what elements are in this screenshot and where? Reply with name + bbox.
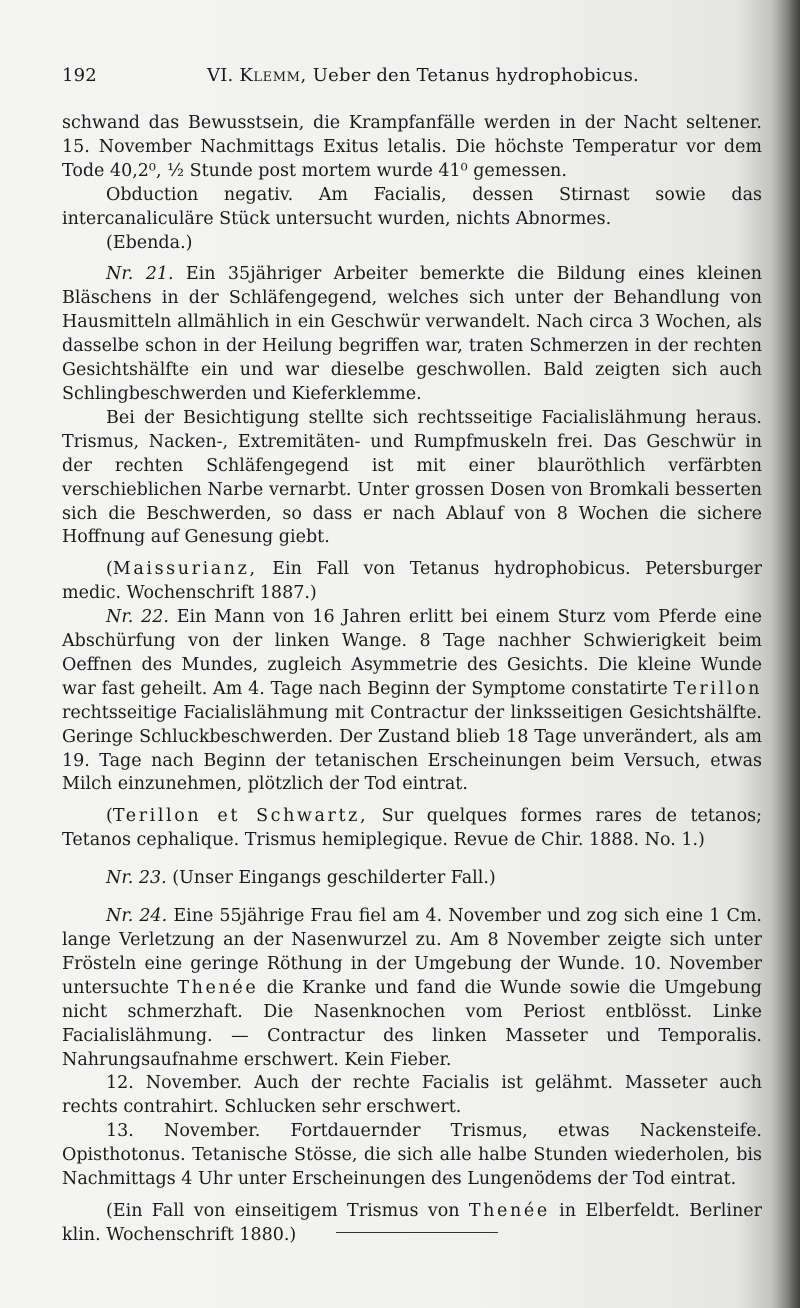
- section-end-rule: [336, 1232, 498, 1233]
- running-title-rest: Ueber den Tetanus hydrophobicus.: [312, 65, 639, 86]
- paragraph-obduction: Obduction negativ. Am Facialis, dessen Stirnast sowie das intercanaliculäre Stück untersucht wurden, nichts Abnormes.: [62, 184, 762, 229]
- case-label: Nr. 22.: [106, 607, 169, 628]
- case-text-part-a: Eine 55jährige Frau fiel am 4. November und zog sich eine 1 Cm. lange Verletzung an der Nasenwurzel zu. Am 8 November zeigte sich unter Frösteln eine geringe Röthung in der Umgebung der Wunde. 10. November untersuchte: [62, 906, 762, 998]
- paragraph-continuation: schwand das Bewusstsein, die Krampfanfälle werden in der Nacht seltener. 15. November Nachmittags Exitus letalis. Die höchste Temperatur vor dem Tode 40,2⁰, ½ Stunde post mortem wurde 41⁰ gemessen.: [62, 113, 762, 181]
- citation-text-part-a: (Ein Fall von einseitigem Trismus von: [106, 1200, 460, 1221]
- case-label: Nr. 24.: [106, 906, 168, 927]
- case-text: (Unser Eingangs geschilderter Fall.): [172, 868, 496, 889]
- citation-text-part-b: in Elberfeldt. Berliner klin. Wochenschrift 1880.): [62, 1200, 762, 1245]
- case-author: Terillon: [673, 678, 762, 699]
- running-title-author: Klemm,: [239, 65, 307, 86]
- citation-maissurianz: (Maissurianz, Ein Fall von Tetanus hydrophobicus. Petersburger medic. Wochenschrift 1887.): [62, 559, 762, 604]
- citation-ebenda: (Ebenda.): [106, 232, 193, 253]
- citation-terillon: (Terillon et Schwartz, Sur quelques formes rares de tetanos; Tetanos cephalique. Trismus hemiplegique. Revue de Chir. 1888. No. 1.): [62, 806, 762, 851]
- running-header: [62, 62, 762, 90]
- case-text: Ein 35jähriger Arbeiter bemerkte die Bildung eines kleinen Bläschens in der Schläfengegend, welches sich unter der Behandlung von Hausmitteln allmählich in ein Geschwür verwandelt. Nach circa 3 Wochen, als dasselbe schon in der Heilung begriffen war, traten Schmerzen in der rechten Gesichtshälfte ein und war dieselbe geschwollen. Bald zeigten sich auch Schlingbeschwerden und Kieferklemme.: [62, 264, 762, 404]
- case-label: Nr. 21.: [106, 264, 174, 285]
- case-text-part-b: die Kranke und fand die Wunde sowie die Umgebung nicht schmerzhaft. Die Nasenknochen vom Periost entblösst. Linke Facialislähmung. — Contractur des linken Masseter und Temporalis. Nahrungsaufnahme erschwert. Kein Fieber.: [62, 977, 762, 1070]
- citation-text: Ein Fall von Tetanus hydrophobicus. Petersburger medic. Wochenschrift 1887.): [62, 559, 762, 604]
- case-text-part-b: rechtsseitige Facialislähmung mit Contractur der linksseitigen Gesichtshälfte. Geringe Schluckbeschwerden. Der Zustand blieb 18 Tage unverändert, als am 19. Tage nach Beginn der tetanischen Erscheinungen beim Versuch, etwas Milch einzunehmen, plötzlich der Tod eintrat.: [62, 702, 762, 795]
- paragraph-besichtigung: Bei der Besichtigung stellte sich rechtsseitige Facialislähmung heraus. Trismus, Nacken-, Extremitäten- und Rumpfmuskeln frei. Das Geschwür in der rechten Schläfengegend ist mit einer blauröthlich verfärbten verschieblichen Narbe vernarbt. Unter grossen Dosen von Bromkali besserten sich die Beschwerden, so dass er nach Ablauf von 8 Wochen die sichere Hoffnung auf Genesung giebt.: [62, 407, 762, 548]
- paragraph-12-november: 12. November. Auch der rechte Facialis ist gelähmt. Masseter auch rechts contrahirt. Schlucken sehr erschwert.: [62, 1073, 762, 1118]
- case-23: [62, 867, 762, 891]
- citation-thenee: [62, 1200, 762, 1248]
- running-title: [207, 62, 639, 90]
- case-22: [62, 606, 762, 797]
- citation-author: Maissurianz,: [112, 559, 258, 580]
- citation-author: Thenée: [468, 1200, 550, 1221]
- case-text-part-a: Ein Mann von 16 Jahren erlitt bei einem Sturz vom Pferde eine Abschürfung von der linken Wange. 8 Tage nachher Schwierigkeit beim Oeffnen des Mundes, zugleich Asymmetrie des Gesichts. Die kleine Wunde war fast geheilt. Am 4. Tage nach Beginn der Symptome constatirte: [62, 607, 762, 699]
- page-body: [62, 112, 762, 1248]
- paragraph-13-november: 13. November. Fortdauernder Trismus, etwas Nackensteife. Opisthotonus. Tetanische Stösse, die sich alle halbe Stunden wiederholen, bis Nachmittags 4 Uhr unter Erscheinungen des Lungenödems der Tod eintrat.: [62, 1121, 762, 1190]
- case-author: Thenée: [177, 977, 259, 998]
- citation-author: Terillon et Schwartz,: [112, 806, 369, 827]
- case-label: Nr. 23.: [106, 868, 167, 889]
- case-24: [62, 905, 762, 1072]
- citation-text: Sur quelques formes rares de tetanos; Tetanos cephalique. Trismus hemiplegique. Revue de Chir. 1888. No. 1.): [62, 806, 762, 851]
- case-21: [62, 263, 762, 406]
- page-spine-shadow: [772, 0, 800, 1308]
- running-title-prefix: VI.: [207, 65, 234, 86]
- page-number: 192: [62, 65, 97, 86]
